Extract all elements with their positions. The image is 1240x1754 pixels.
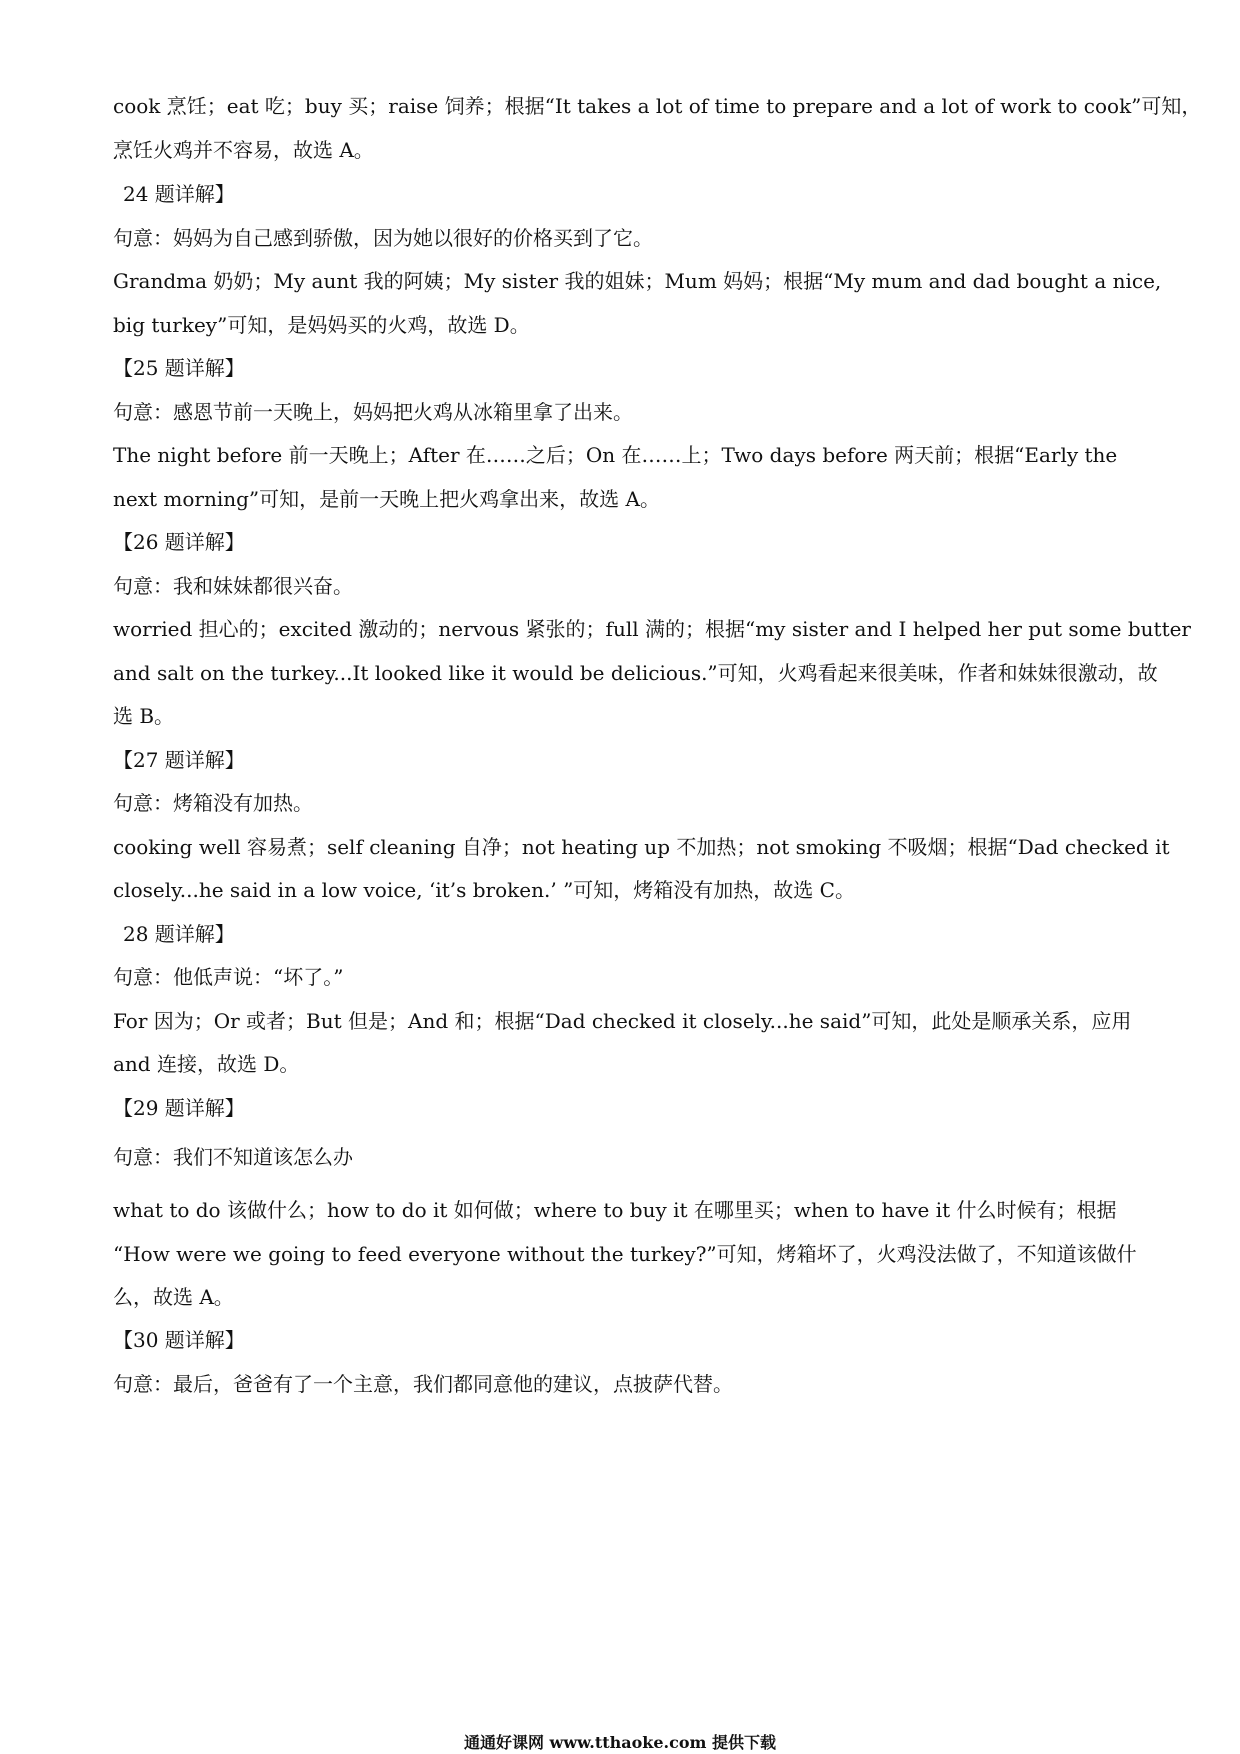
text-line: 烹饪火鸡并不容易，故选 A。 — [113, 138, 374, 162]
text-line: cook 烹饪；eat 吃；buy 买；raise 饲养；根据“It takes a lot of time to prepare and a lot of work to cook”可知， — [113, 94, 1202, 118]
question-heading: 【26 题详解】 — [113, 530, 245, 554]
question-heading: 【27 题详解】 — [113, 748, 245, 772]
text-line: big turkey”可知，是妈妈买的火鸡，故选 D。 — [113, 313, 530, 337]
text-line: worried 担心的；excited 激动的；nervous 紧张的；full 满的；根据“my sister and I helped her put some butter — [113, 617, 1191, 641]
text-line: “How were we going to feed everyone without the turkey?”可知，烤箱坏了，火鸡没法做了，不知道该做什 — [113, 1242, 1137, 1266]
question-heading: 【25 题详解】 — [113, 356, 245, 380]
text-line: closely...he said in a low voice, ‘it’s broken.’ ”可知，烤箱没有加热，故选 C。 — [113, 878, 855, 902]
text-line: Grandma 奶奶；My aunt 我的阿姨；My sister 我的姐妹；Mum 妈妈；根据“My mum and dad bought a nice, — [113, 269, 1162, 293]
text-line: next morning”可知，是前一天晚上把火鸡拿出来，故选 A。 — [113, 487, 660, 511]
text-line: 句意：妈妈为自己感到骄傲，因为她以很好的价格买到了它。 — [113, 226, 653, 250]
page-footer: 通通好课网 www.tthaoke.com 提供下载 — [463, 1733, 777, 1752]
question-heading: 【30 题详解】 — [113, 1328, 245, 1352]
text-line: and salt on the turkey...It looked like it would be delicious.”可知，火鸡看起来很美味，作者和妹妹很激动，故 — [113, 661, 1158, 685]
text-line: For 因为；Or 或者；But 但是；And 和；根据“Dad checked it closely...he said”可知，此处是顺承关系，应用 — [113, 1009, 1132, 1033]
text-line: and 连接，故选 D。 — [113, 1052, 300, 1076]
text-line: 么，故选 A。 — [113, 1285, 234, 1309]
text-line: 句意：感恩节前一天晚上，妈妈把火鸡从冰箱里拿了出来。 — [113, 400, 633, 424]
text-line: 句意：我们不知道该怎么办 — [113, 1145, 353, 1169]
text-line: cooking well 容易煮；self cleaning 自净；not heating up 不加热；not smoking 不吸烟；根据“Dad checked it — [113, 835, 1170, 859]
question-heading: 【29 题详解】 — [113, 1096, 245, 1120]
text-line: 句意：他低声说：“坏了。” — [113, 965, 344, 989]
text-line: 句意：我和妹妹都很兴奋。 — [113, 574, 353, 598]
text-line: 选 B。 — [113, 704, 175, 728]
text-line: The night before 前一天晚上；After 在……之后；On 在……上；Two days before 两天前；根据“Early the — [113, 443, 1118, 467]
question-heading: 28 题详解】 — [123, 922, 235, 946]
text-line: 句意：烤箱没有加热。 — [113, 791, 313, 815]
text-line: what to do 该做什么；how to do it 如何做；where to buy it 在哪里买；when to have it 什么时候有；根据 — [113, 1198, 1117, 1222]
question-heading: 24 题详解】 — [123, 182, 235, 206]
text-line: 句意：最后，爸爸有了一个主意，我们都同意他的建议，点披萨代替。 — [113, 1372, 733, 1396]
